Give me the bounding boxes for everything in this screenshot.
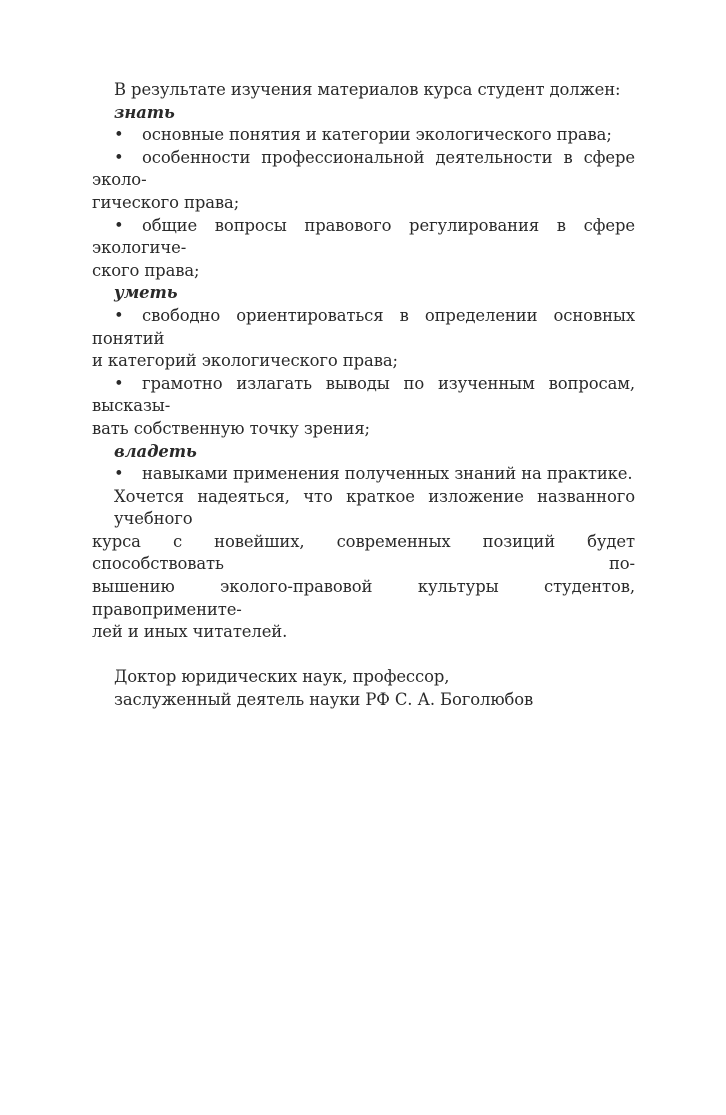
list-item (92, 305, 635, 373)
section-heading-znat: знать (114, 102, 175, 122)
list-item-text: основные понятия и категории экологического права; (142, 125, 612, 145)
list-item (92, 215, 635, 283)
list-item-text-cont: гического права; (92, 192, 240, 212)
bullet-icon: • (114, 464, 124, 484)
closing-line: вышению эколого-правовой культуры студентов, правопримените- (92, 577, 635, 619)
signature-line-2: заслуженный деятель науки РФ С. А. Боголюбов (114, 690, 534, 710)
bullet-icon: • (114, 147, 124, 167)
closing-line: лей и иных читателей. (92, 622, 288, 642)
section-heading-umet: уметь (114, 283, 178, 303)
closing-line: курса с новейших, современных позиций будет способствовать по- (92, 531, 635, 574)
list-item-text: навыками применения полученных знаний на практике. (142, 464, 633, 484)
bullet-icon: • (114, 305, 124, 325)
list-item-text: грамотно излагать выводы по изученным вопросам, высказы- (92, 373, 635, 416)
closing-paragraph (92, 486, 635, 644)
page-content (92, 79, 635, 712)
list-item-text: свободно ориентироваться в определении основных понятий (92, 305, 635, 348)
list-item-text-cont: вать собственную точку зрения; (92, 418, 370, 438)
spacer (92, 644, 635, 667)
list-item (92, 373, 635, 441)
intro-paragraph: В результате изучения материалов курса студент должен: (114, 80, 621, 99)
bullet-icon: • (114, 125, 124, 145)
section-heading-vladet: владеть (114, 441, 197, 461)
bullet-icon: • (114, 373, 124, 393)
list-item-text-cont: ского права; (92, 260, 200, 280)
list-item (92, 463, 635, 486)
list-item-text: особенности профессиональной деятельности в сфере эколо- (92, 147, 635, 190)
signature-line-1: Доктор юридических наук, профессор, (114, 667, 450, 687)
bullet-icon: • (114, 215, 124, 235)
list-item (92, 147, 635, 215)
list-item-text-cont: и категорий экологического права; (92, 351, 398, 371)
closing-line: Хочется надеяться, что краткое изложение названного учебного (114, 486, 635, 529)
list-item (92, 124, 635, 147)
list-item-text: общие вопросы правового регулирования в сфере экологиче- (92, 215, 635, 258)
